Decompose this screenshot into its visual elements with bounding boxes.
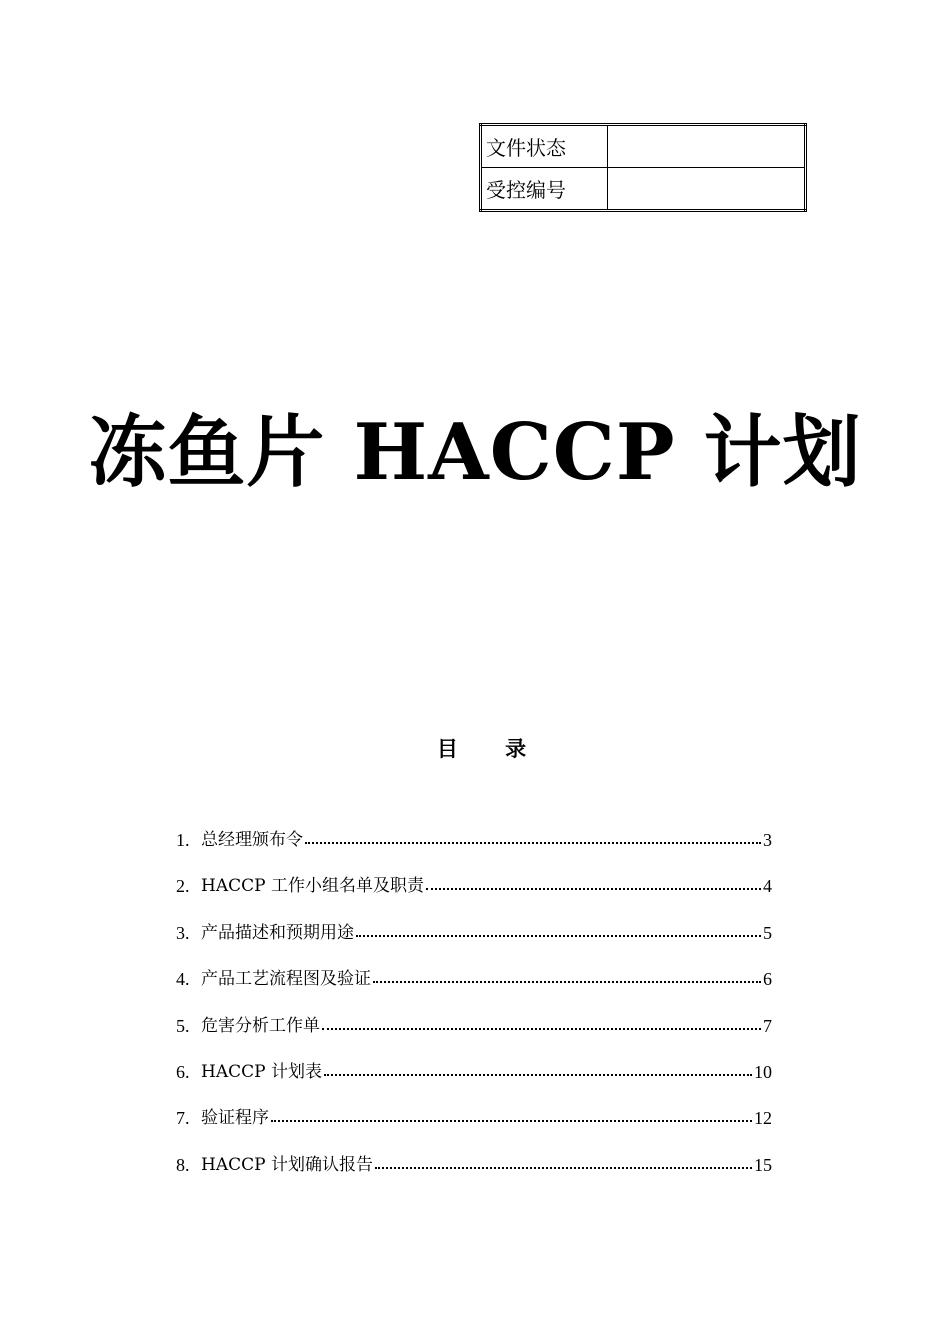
toc-item-title: HACCP 计划确认报告	[201, 1154, 373, 1175]
toc-item-number: 6.	[176, 1061, 190, 1082]
toc-item-number: 4.	[176, 969, 190, 990]
toc-item-number: 2.	[176, 876, 190, 897]
status-row	[481, 125, 806, 168]
toc-item-page: 15	[754, 1154, 772, 1175]
file-status-label: 文件状态	[481, 125, 608, 168]
toc-item	[176, 967, 772, 1013]
toc-item-title: 产品工艺流程图及验证	[201, 969, 371, 990]
status-row	[481, 168, 806, 211]
toc-dot-leader	[322, 1014, 761, 1030]
toc-item	[176, 921, 772, 967]
toc-item-page: 3	[763, 830, 772, 850]
toc-dot-leader	[375, 1153, 752, 1169]
document-title: 冻鱼片 HACCP 计划	[88, 407, 862, 498]
toc-item-page: 12	[754, 1108, 772, 1129]
toc-item-title: 验证程序	[201, 1108, 269, 1129]
toc-item	[176, 1153, 772, 1199]
toc-item	[176, 1060, 772, 1106]
toc-dot-leader	[373, 967, 761, 983]
document-status-table	[479, 123, 807, 212]
toc-item	[176, 1014, 772, 1060]
toc-item-title: 危害分析工作单	[201, 1015, 320, 1036]
table-of-contents	[176, 828, 772, 1199]
toc-item-title: 总经理颁布令	[201, 830, 303, 850]
toc-item-number: 3.	[176, 922, 190, 943]
toc-item	[176, 828, 772, 874]
toc-dot-leader	[356, 921, 761, 937]
toc-heading: 目 录	[436, 737, 547, 761]
toc-item	[176, 874, 772, 920]
toc-item-page: 10	[754, 1061, 772, 1082]
control-number-value	[608, 168, 806, 211]
toc-item-page: 7	[763, 1015, 772, 1036]
toc-item-number: 8.	[176, 1154, 190, 1175]
toc-item-title: HACCP 计划表	[201, 1061, 322, 1082]
toc-item	[176, 1106, 772, 1152]
file-status-value	[608, 125, 806, 168]
toc-item-page: 5	[763, 922, 772, 943]
toc-item-title: HACCP 工作小组名单及职责	[201, 876, 424, 897]
toc-dot-leader	[271, 1106, 752, 1122]
toc-item-number: 5.	[176, 1015, 190, 1036]
toc-item-page: 6	[763, 969, 772, 990]
toc-item-page: 4	[763, 876, 772, 897]
toc-item-number: 7.	[176, 1108, 190, 1129]
toc-item-number: 1.	[176, 830, 190, 850]
control-number-label: 受控编号	[481, 168, 608, 211]
toc-item-title: 产品描述和预期用途	[201, 922, 354, 943]
toc-dot-leader	[305, 828, 761, 844]
toc-dot-leader	[426, 874, 761, 890]
toc-dot-leader	[324, 1060, 752, 1076]
